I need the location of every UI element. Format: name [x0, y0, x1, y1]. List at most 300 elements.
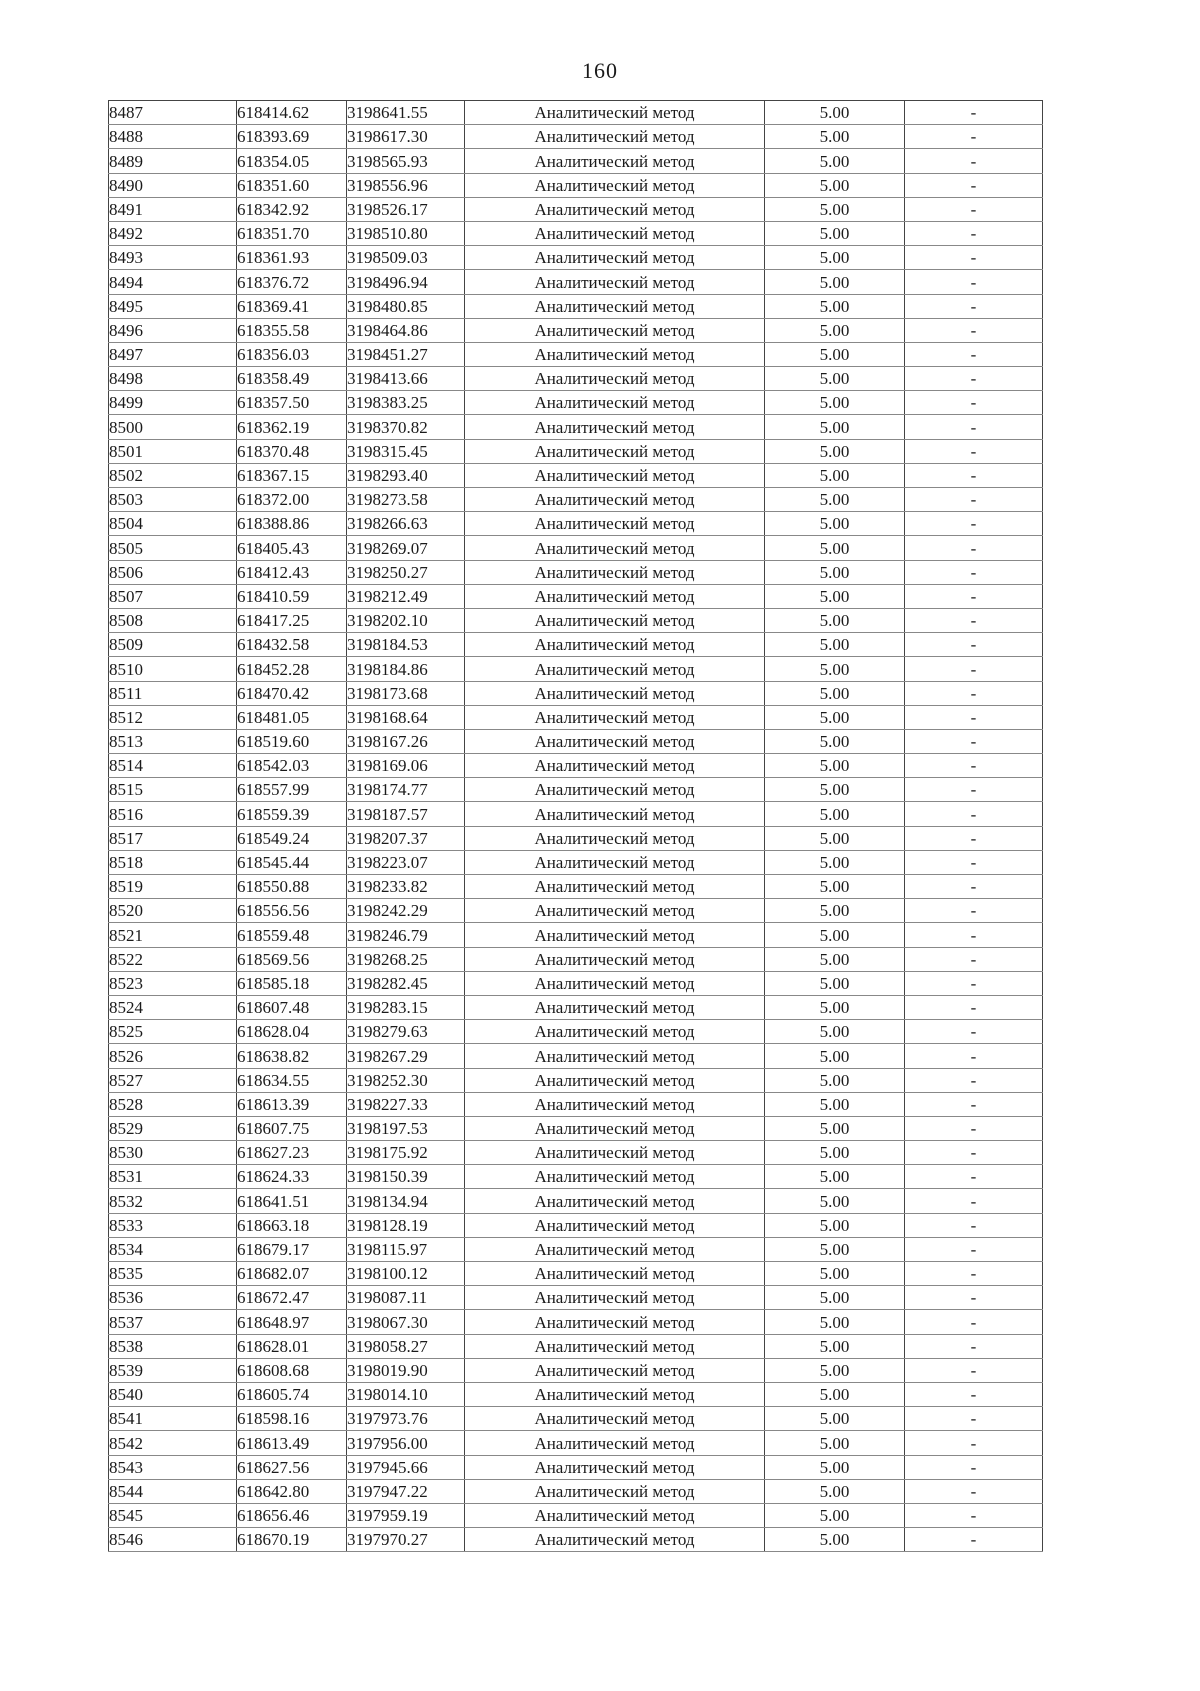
- x-coordinate-cell: 618656.46: [237, 1503, 347, 1527]
- x-coordinate-cell: 618432.58: [237, 633, 347, 657]
- accuracy-cell: 5.00: [765, 1479, 905, 1503]
- y-coordinate-cell: 3198252.30: [347, 1068, 465, 1092]
- method-cell: Аналитический метод: [465, 1262, 765, 1286]
- point-number-cell: 8492: [109, 221, 237, 245]
- note-cell: -: [905, 754, 1043, 778]
- accuracy-cell: 5.00: [765, 415, 905, 439]
- table-row: [109, 1044, 1043, 1068]
- coordinates-table: [108, 100, 1043, 1552]
- point-number-cell: 8538: [109, 1334, 237, 1358]
- point-number-cell: 8535: [109, 1262, 237, 1286]
- note-cell: -: [905, 995, 1043, 1019]
- y-coordinate-cell: 3198556.96: [347, 173, 465, 197]
- table-row: [109, 1382, 1043, 1406]
- x-coordinate-cell: 618519.60: [237, 729, 347, 753]
- note-cell: -: [905, 488, 1043, 512]
- x-coordinate-cell: 618361.93: [237, 246, 347, 270]
- accuracy-cell: 5.00: [765, 1189, 905, 1213]
- x-coordinate-cell: 618628.04: [237, 1020, 347, 1044]
- note-cell: -: [905, 947, 1043, 971]
- point-number-cell: 8545: [109, 1503, 237, 1527]
- method-cell: Аналитический метод: [465, 1382, 765, 1406]
- note-cell: -: [905, 1503, 1043, 1527]
- note-cell: -: [905, 1020, 1043, 1044]
- y-coordinate-cell: 3198227.33: [347, 1092, 465, 1116]
- x-coordinate-cell: 618628.01: [237, 1334, 347, 1358]
- accuracy-cell: 5.00: [765, 1382, 905, 1406]
- point-number-cell: 8525: [109, 1020, 237, 1044]
- y-coordinate-cell: 3198641.55: [347, 101, 465, 125]
- x-coordinate-cell: 618679.17: [237, 1237, 347, 1261]
- note-cell: -: [905, 560, 1043, 584]
- accuracy-cell: 5.00: [765, 221, 905, 245]
- point-number-cell: 8499: [109, 391, 237, 415]
- page-number: 160: [582, 58, 618, 83]
- point-number-cell: 8534: [109, 1237, 237, 1261]
- accuracy-cell: 5.00: [765, 657, 905, 681]
- point-number-cell: 8520: [109, 899, 237, 923]
- note-cell: -: [905, 584, 1043, 608]
- y-coordinate-cell: 3198273.58: [347, 488, 465, 512]
- accuracy-cell: 5.00: [765, 778, 905, 802]
- y-coordinate-cell: 3198268.25: [347, 947, 465, 971]
- y-coordinate-cell: 3198526.17: [347, 197, 465, 221]
- method-cell: Аналитический метод: [465, 560, 765, 584]
- table-row: [109, 270, 1043, 294]
- x-coordinate-cell: 618613.39: [237, 1092, 347, 1116]
- accuracy-cell: 5.00: [765, 536, 905, 560]
- method-cell: Аналитический метод: [465, 1020, 765, 1044]
- x-coordinate-cell: 618569.56: [237, 947, 347, 971]
- table-row: [109, 1479, 1043, 1503]
- x-coordinate-cell: 618624.33: [237, 1165, 347, 1189]
- x-coordinate-cell: 618351.70: [237, 221, 347, 245]
- note-cell: -: [905, 415, 1043, 439]
- x-coordinate-cell: 618638.82: [237, 1044, 347, 1068]
- y-coordinate-cell: 3198565.93: [347, 149, 465, 173]
- y-coordinate-cell: 3197956.00: [347, 1431, 465, 1455]
- point-number-cell: 8491: [109, 197, 237, 221]
- table-row: [109, 778, 1043, 802]
- accuracy-cell: 5.00: [765, 1334, 905, 1358]
- table-row: [109, 923, 1043, 947]
- y-coordinate-cell: 3198212.49: [347, 584, 465, 608]
- accuracy-cell: 5.00: [765, 754, 905, 778]
- table-row: [109, 197, 1043, 221]
- y-coordinate-cell: 3198169.06: [347, 754, 465, 778]
- y-coordinate-cell: 3197973.76: [347, 1407, 465, 1431]
- y-coordinate-cell: 3198413.66: [347, 367, 465, 391]
- accuracy-cell: 5.00: [765, 633, 905, 657]
- method-cell: Аналитический метод: [465, 1286, 765, 1310]
- table-row: [109, 608, 1043, 632]
- point-number-cell: 8501: [109, 439, 237, 463]
- method-cell: Аналитический метод: [465, 342, 765, 366]
- accuracy-cell: 5.00: [765, 875, 905, 899]
- y-coordinate-cell: 3198014.10: [347, 1382, 465, 1406]
- y-coordinate-cell: 3198100.12: [347, 1262, 465, 1286]
- note-cell: -: [905, 923, 1043, 947]
- x-coordinate-cell: 618598.16: [237, 1407, 347, 1431]
- note-cell: -: [905, 633, 1043, 657]
- point-number-cell: 8510: [109, 657, 237, 681]
- accuracy-cell: 5.00: [765, 512, 905, 536]
- method-cell: Аналитический метод: [465, 778, 765, 802]
- accuracy-cell: 5.00: [765, 947, 905, 971]
- point-number-cell: 8521: [109, 923, 237, 947]
- table-row: [109, 995, 1043, 1019]
- point-number-cell: 8514: [109, 754, 237, 778]
- x-coordinate-cell: 618481.05: [237, 705, 347, 729]
- y-coordinate-cell: 3198207.37: [347, 826, 465, 850]
- method-cell: Аналитический метод: [465, 923, 765, 947]
- point-number-cell: 8508: [109, 608, 237, 632]
- note-cell: -: [905, 1479, 1043, 1503]
- note-cell: -: [905, 778, 1043, 802]
- accuracy-cell: 5.00: [765, 1020, 905, 1044]
- y-coordinate-cell: 3198510.80: [347, 221, 465, 245]
- y-coordinate-cell: 3198480.85: [347, 294, 465, 318]
- method-cell: Аналитический метод: [465, 1455, 765, 1479]
- table-row: [109, 875, 1043, 899]
- x-coordinate-cell: 618369.41: [237, 294, 347, 318]
- accuracy-cell: 5.00: [765, 391, 905, 415]
- point-number-cell: 8489: [109, 149, 237, 173]
- x-coordinate-cell: 618357.50: [237, 391, 347, 415]
- y-coordinate-cell: 3198058.27: [347, 1334, 465, 1358]
- note-cell: -: [905, 1455, 1043, 1479]
- y-coordinate-cell: 3198464.86: [347, 318, 465, 342]
- note-cell: -: [905, 512, 1043, 536]
- method-cell: Аналитический метод: [465, 149, 765, 173]
- table-row: [109, 1286, 1043, 1310]
- method-cell: Аналитический метод: [465, 221, 765, 245]
- method-cell: Аналитический метод: [465, 875, 765, 899]
- point-number-cell: 8546: [109, 1528, 237, 1552]
- point-number-cell: 8516: [109, 802, 237, 826]
- accuracy-cell: 5.00: [765, 173, 905, 197]
- x-coordinate-cell: 618607.48: [237, 995, 347, 1019]
- point-number-cell: 8512: [109, 705, 237, 729]
- method-cell: Аналитический метод: [465, 1237, 765, 1261]
- note-cell: -: [905, 657, 1043, 681]
- note-cell: -: [905, 1262, 1043, 1286]
- table-row: [109, 971, 1043, 995]
- x-coordinate-cell: 618372.00: [237, 488, 347, 512]
- note-cell: -: [905, 1237, 1043, 1261]
- y-coordinate-cell: 3198087.11: [347, 1286, 465, 1310]
- table-row: [109, 1237, 1043, 1261]
- table-row: [109, 221, 1043, 245]
- accuracy-cell: 5.00: [765, 1262, 905, 1286]
- y-coordinate-cell: 3197947.22: [347, 1479, 465, 1503]
- y-coordinate-cell: 3198019.90: [347, 1358, 465, 1382]
- point-number-cell: 8490: [109, 173, 237, 197]
- y-coordinate-cell: 3198451.27: [347, 342, 465, 366]
- note-cell: -: [905, 826, 1043, 850]
- table-row: [109, 1020, 1043, 1044]
- accuracy-cell: 5.00: [765, 1503, 905, 1527]
- accuracy-cell: 5.00: [765, 1310, 905, 1334]
- y-coordinate-cell: 3198233.82: [347, 875, 465, 899]
- y-coordinate-cell: 3198067.30: [347, 1310, 465, 1334]
- note-cell: -: [905, 971, 1043, 995]
- x-coordinate-cell: 618557.99: [237, 778, 347, 802]
- note-cell: -: [905, 318, 1043, 342]
- accuracy-cell: 5.00: [765, 197, 905, 221]
- point-number-cell: 8537: [109, 1310, 237, 1334]
- accuracy-cell: 5.00: [765, 1141, 905, 1165]
- method-cell: Аналитический метод: [465, 318, 765, 342]
- accuracy-cell: 5.00: [765, 342, 905, 366]
- accuracy-cell: 5.00: [765, 1213, 905, 1237]
- x-coordinate-cell: 618370.48: [237, 439, 347, 463]
- accuracy-cell: 5.00: [765, 681, 905, 705]
- accuracy-cell: 5.00: [765, 1044, 905, 1068]
- method-cell: Аналитический метод: [465, 439, 765, 463]
- y-coordinate-cell: 3198383.25: [347, 391, 465, 415]
- method-cell: Аналитический метод: [465, 1334, 765, 1358]
- method-cell: Аналитический метод: [465, 729, 765, 753]
- y-coordinate-cell: 3198173.68: [347, 681, 465, 705]
- y-coordinate-cell: 3198282.45: [347, 971, 465, 995]
- y-coordinate-cell: 3198167.26: [347, 729, 465, 753]
- point-number-cell: 8544: [109, 1479, 237, 1503]
- y-coordinate-cell: 3198202.10: [347, 608, 465, 632]
- point-number-cell: 8500: [109, 415, 237, 439]
- method-cell: Аналитический метод: [465, 367, 765, 391]
- accuracy-cell: 5.00: [765, 729, 905, 753]
- y-coordinate-cell: 3198168.64: [347, 705, 465, 729]
- method-cell: Аналитический метод: [465, 633, 765, 657]
- accuracy-cell: 5.00: [765, 101, 905, 125]
- accuracy-cell: 5.00: [765, 463, 905, 487]
- note-cell: -: [905, 173, 1043, 197]
- note-cell: -: [905, 1286, 1043, 1310]
- accuracy-cell: 5.00: [765, 294, 905, 318]
- accuracy-cell: 5.00: [765, 1237, 905, 1261]
- table-row: [109, 1310, 1043, 1334]
- note-cell: -: [905, 802, 1043, 826]
- method-cell: Аналитический метод: [465, 1189, 765, 1213]
- y-coordinate-cell: 3198187.57: [347, 802, 465, 826]
- note-cell: -: [905, 463, 1043, 487]
- method-cell: Аналитический метод: [465, 608, 765, 632]
- accuracy-cell: 5.00: [765, 1528, 905, 1552]
- method-cell: Аналитический метод: [465, 1479, 765, 1503]
- y-coordinate-cell: 3198175.92: [347, 1141, 465, 1165]
- method-cell: Аналитический метод: [465, 391, 765, 415]
- table-row: [109, 826, 1043, 850]
- accuracy-cell: 5.00: [765, 318, 905, 342]
- table-row: [109, 342, 1043, 366]
- x-coordinate-cell: 618452.28: [237, 657, 347, 681]
- accuracy-cell: 5.00: [765, 850, 905, 874]
- point-number-cell: 8527: [109, 1068, 237, 1092]
- note-cell: -: [905, 125, 1043, 149]
- point-number-cell: 8496: [109, 318, 237, 342]
- method-cell: Аналитический метод: [465, 512, 765, 536]
- table-row: [109, 463, 1043, 487]
- note-cell: -: [905, 294, 1043, 318]
- note-cell: -: [905, 729, 1043, 753]
- method-cell: Аналитический метод: [465, 246, 765, 270]
- y-coordinate-cell: 3198115.97: [347, 1237, 465, 1261]
- method-cell: Аналитический метод: [465, 1431, 765, 1455]
- method-cell: Аналитический метод: [465, 705, 765, 729]
- x-coordinate-cell: 618367.15: [237, 463, 347, 487]
- point-number-cell: 8498: [109, 367, 237, 391]
- y-coordinate-cell: 3198617.30: [347, 125, 465, 149]
- point-number-cell: 8531: [109, 1165, 237, 1189]
- note-cell: -: [905, 1431, 1043, 1455]
- table-row: [109, 512, 1043, 536]
- method-cell: Аналитический метод: [465, 1068, 765, 1092]
- method-cell: Аналитический метод: [465, 1528, 765, 1552]
- x-coordinate-cell: 618376.72: [237, 270, 347, 294]
- table-row: [109, 1503, 1043, 1527]
- point-number-cell: 8509: [109, 633, 237, 657]
- accuracy-cell: 5.00: [765, 608, 905, 632]
- x-coordinate-cell: 618670.19: [237, 1528, 347, 1552]
- method-cell: Аналитический метод: [465, 1165, 765, 1189]
- accuracy-cell: 5.00: [765, 826, 905, 850]
- accuracy-cell: 5.00: [765, 802, 905, 826]
- method-cell: Аналитический метод: [465, 1141, 765, 1165]
- accuracy-cell: 5.00: [765, 1431, 905, 1455]
- note-cell: -: [905, 1189, 1043, 1213]
- table-row: [109, 681, 1043, 705]
- x-coordinate-cell: 618414.62: [237, 101, 347, 125]
- y-coordinate-cell: 3198266.63: [347, 512, 465, 536]
- method-cell: Аналитический метод: [465, 826, 765, 850]
- x-coordinate-cell: 618550.88: [237, 875, 347, 899]
- x-coordinate-cell: 618356.03: [237, 342, 347, 366]
- point-number-cell: 8494: [109, 270, 237, 294]
- table-row: [109, 1528, 1043, 1552]
- x-coordinate-cell: 618410.59: [237, 584, 347, 608]
- point-number-cell: 8493: [109, 246, 237, 270]
- y-coordinate-cell: 3198496.94: [347, 270, 465, 294]
- x-coordinate-cell: 618605.74: [237, 1382, 347, 1406]
- accuracy-cell: 5.00: [765, 149, 905, 173]
- accuracy-cell: 5.00: [765, 488, 905, 512]
- table-row: [109, 1068, 1043, 1092]
- point-number-cell: 8523: [109, 971, 237, 995]
- x-coordinate-cell: 618559.39: [237, 802, 347, 826]
- point-number-cell: 8513: [109, 729, 237, 753]
- note-cell: -: [905, 1165, 1043, 1189]
- method-cell: Аналитический метод: [465, 125, 765, 149]
- table-row: [109, 173, 1043, 197]
- table-row: [109, 560, 1043, 584]
- x-coordinate-cell: 618417.25: [237, 608, 347, 632]
- x-coordinate-cell: 618608.68: [237, 1358, 347, 1382]
- x-coordinate-cell: 618672.47: [237, 1286, 347, 1310]
- point-number-cell: 8504: [109, 512, 237, 536]
- accuracy-cell: 5.00: [765, 1407, 905, 1431]
- method-cell: Аналитический метод: [465, 415, 765, 439]
- point-number-cell: 8495: [109, 294, 237, 318]
- method-cell: Аналитический метод: [465, 536, 765, 560]
- y-coordinate-cell: 3198134.94: [347, 1189, 465, 1213]
- y-coordinate-cell: 3197970.27: [347, 1528, 465, 1552]
- method-cell: Аналитический метод: [465, 1044, 765, 1068]
- point-number-cell: 8543: [109, 1455, 237, 1479]
- method-cell: Аналитический метод: [465, 971, 765, 995]
- method-cell: Аналитический метод: [465, 657, 765, 681]
- accuracy-cell: 5.00: [765, 1068, 905, 1092]
- note-cell: -: [905, 197, 1043, 221]
- table-row: [109, 1213, 1043, 1237]
- x-coordinate-cell: 618470.42: [237, 681, 347, 705]
- method-cell: Аналитический метод: [465, 294, 765, 318]
- accuracy-cell: 5.00: [765, 367, 905, 391]
- note-cell: -: [905, 1334, 1043, 1358]
- y-coordinate-cell: 3198279.63: [347, 1020, 465, 1044]
- accuracy-cell: 5.00: [765, 246, 905, 270]
- note-cell: -: [905, 1528, 1043, 1552]
- point-number-cell: 8506: [109, 560, 237, 584]
- x-coordinate-cell: 618559.48: [237, 923, 347, 947]
- note-cell: -: [905, 1044, 1043, 1068]
- note-cell: -: [905, 342, 1043, 366]
- point-number-cell: 8507: [109, 584, 237, 608]
- x-coordinate-cell: 618412.43: [237, 560, 347, 584]
- x-coordinate-cell: 618542.03: [237, 754, 347, 778]
- x-coordinate-cell: 618545.44: [237, 850, 347, 874]
- table-row: [109, 754, 1043, 778]
- table-row: [109, 318, 1043, 342]
- y-coordinate-cell: 3198197.53: [347, 1116, 465, 1140]
- method-cell: Аналитический метод: [465, 488, 765, 512]
- note-cell: -: [905, 101, 1043, 125]
- accuracy-cell: 5.00: [765, 1358, 905, 1382]
- y-coordinate-cell: 3198293.40: [347, 463, 465, 487]
- y-coordinate-cell: 3198128.19: [347, 1213, 465, 1237]
- method-cell: Аналитический метод: [465, 270, 765, 294]
- table-row: [109, 1431, 1043, 1455]
- note-cell: -: [905, 391, 1043, 415]
- point-number-cell: 8515: [109, 778, 237, 802]
- table-row: [109, 802, 1043, 826]
- method-cell: Аналитический метод: [465, 1503, 765, 1527]
- accuracy-cell: 5.00: [765, 1092, 905, 1116]
- table-row: [109, 101, 1043, 125]
- table-row: [109, 391, 1043, 415]
- table-row: [109, 899, 1043, 923]
- accuracy-cell: 5.00: [765, 971, 905, 995]
- point-number-cell: 8502: [109, 463, 237, 487]
- x-coordinate-cell: 618354.05: [237, 149, 347, 173]
- y-coordinate-cell: 3198223.07: [347, 850, 465, 874]
- note-cell: -: [905, 705, 1043, 729]
- method-cell: Аналитический метод: [465, 995, 765, 1019]
- point-number-cell: 8518: [109, 850, 237, 874]
- table-row: [109, 705, 1043, 729]
- note-cell: -: [905, 270, 1043, 294]
- x-coordinate-cell: 618388.86: [237, 512, 347, 536]
- y-coordinate-cell: 3198174.77: [347, 778, 465, 802]
- table-row: [109, 246, 1043, 270]
- table-row: [109, 367, 1043, 391]
- accuracy-cell: 5.00: [765, 1165, 905, 1189]
- method-cell: Аналитический метод: [465, 101, 765, 125]
- x-coordinate-cell: 618613.49: [237, 1431, 347, 1455]
- table-row: [109, 439, 1043, 463]
- x-coordinate-cell: 618393.69: [237, 125, 347, 149]
- x-coordinate-cell: 618634.55: [237, 1068, 347, 1092]
